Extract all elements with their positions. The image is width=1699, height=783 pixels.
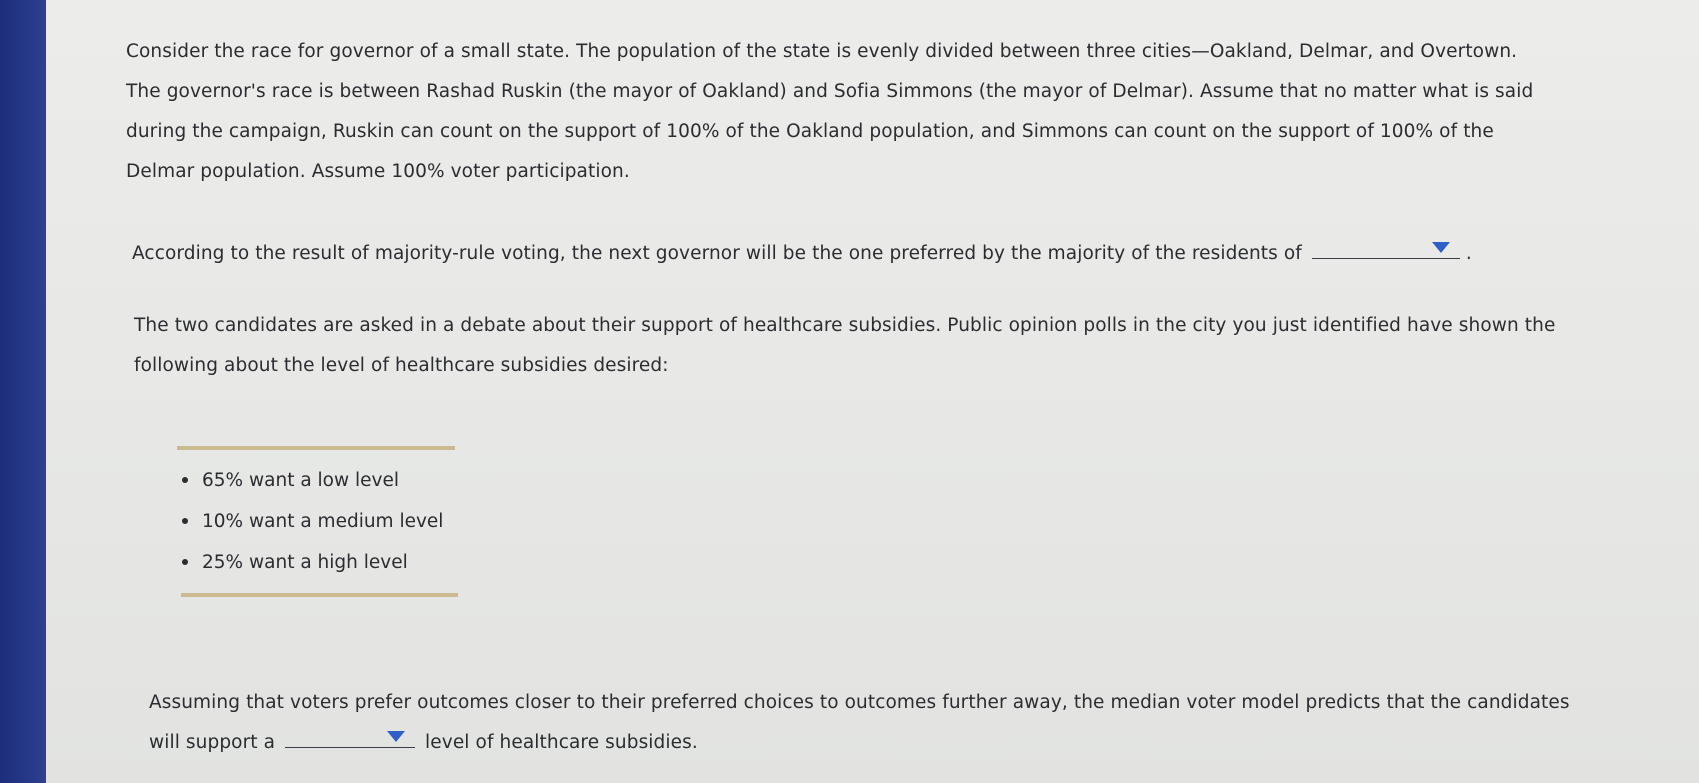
poll-bottom-divider: [181, 593, 458, 597]
median-prefix: will support a: [149, 732, 276, 753]
intro-paragraph: [126, 32, 1646, 192]
poll-item-text: 65% want a low level: [202, 470, 400, 491]
majority-question: [132, 234, 1672, 274]
city-dropdown[interactable]: [1312, 236, 1460, 259]
left-edge-bar: [0, 0, 46, 783]
question-page: [46, 0, 1699, 783]
poll-results-list: [182, 466, 443, 589]
bullet-icon: [182, 518, 188, 524]
poll-item: [182, 548, 443, 589]
intro-line: Delmar population. Assume 100% voter participation.: [126, 161, 630, 182]
median-line-2: [149, 723, 1669, 763]
debate-line: The two candidates are asked in a debate about their support of healthcare subsidies. Public opinion polls in the city you just identified have shown the: [134, 315, 1556, 336]
median-suffix: level of healthcare subsidies.: [425, 732, 698, 753]
bullet-icon: [182, 477, 188, 483]
poll-item: [182, 507, 443, 548]
caret-down-icon: [1432, 242, 1450, 253]
median-question: [149, 683, 1669, 763]
majority-question-text: According to the result of majority-rule voting, the next governor will be the one preferred by the majority of the residents of: [132, 243, 1302, 264]
poll-top-divider: [177, 446, 455, 450]
caret-down-icon: [387, 731, 405, 742]
bullet-icon: [182, 559, 188, 565]
poll-item: [182, 466, 443, 507]
subsidy-level-dropdown[interactable]: [285, 725, 415, 748]
debate-line: following about the level of healthcare subsidies desired:: [134, 355, 669, 376]
poll-item-text: 10% want a medium level: [202, 511, 444, 532]
poll-item-text: 25% want a high level: [202, 552, 408, 573]
intro-line: Consider the race for governor of a small state. The population of the state is evenly divided between three cities—Oakland, Delmar, and Overtown.: [126, 41, 1518, 62]
sentence-period: .: [1465, 243, 1472, 264]
median-line: Assuming that voters prefer outcomes closer to their preferred choices to outcomes further away, the median voter model predicts that the candidates: [149, 692, 1570, 713]
debate-paragraph: [134, 306, 1654, 386]
intro-line: during the campaign, Ruskin can count on the support of 100% of the Oakland population, and Simmons can count on the support of 100% of the: [126, 121, 1494, 142]
intro-line: The governor's race is between Rashad Ruskin (the mayor of Oakland) and Sofia Simmons (the mayor of Delmar). Assume that no matter what is said: [126, 81, 1534, 102]
